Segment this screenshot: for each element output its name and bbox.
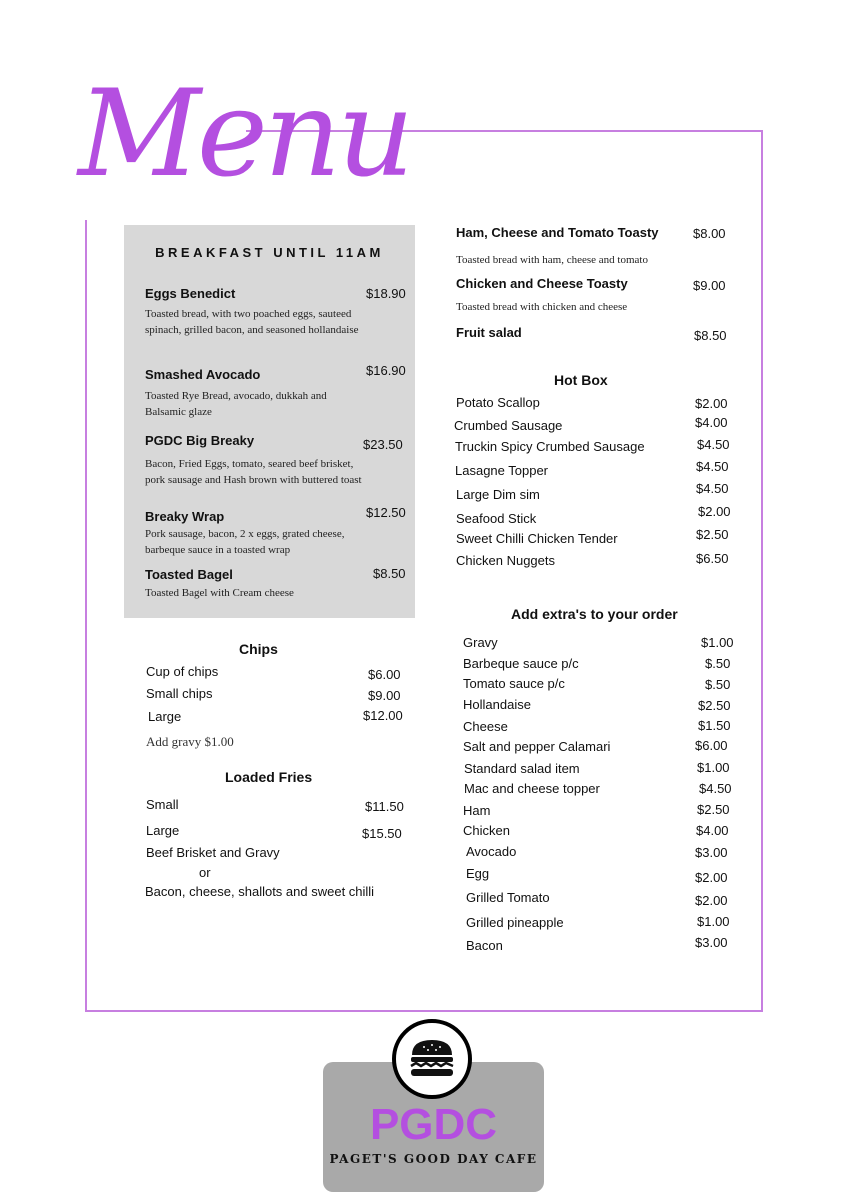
- extras-item-price: $2.00: [695, 893, 728, 908]
- menu-item-description: Toasted Rye Bread, avocado, dukkah and Balsamic glaze: [145, 390, 327, 418]
- extras-item-name: Salt and pepper Calamari: [463, 739, 611, 754]
- hot-box-item-price: $4.50: [696, 459, 729, 474]
- extras-item-name: Egg: [466, 866, 490, 881]
- extras-item-name: Ham: [463, 803, 491, 818]
- extras-title: Add extra's to your order: [511, 606, 678, 622]
- extras-item-price: $.50: [705, 677, 731, 692]
- extras-item-price: $1.00: [701, 635, 734, 650]
- extras-item-name: Gravy: [463, 635, 498, 650]
- chips-item-name: Small chips: [146, 686, 213, 701]
- chips-item-name: Cup of chips: [146, 664, 219, 679]
- extras-item-price: $1.00: [697, 760, 730, 775]
- hot-box-item-price: $4.00: [695, 415, 728, 430]
- extras-item-price: $3.00: [695, 845, 728, 860]
- extras-item-price: $6.00: [695, 738, 728, 753]
- extras-item-name: Standard salad item: [464, 761, 580, 776]
- hot-box-item-price: $2.00: [695, 396, 728, 411]
- extras-item-price: $2.00: [695, 870, 728, 885]
- menu-item-name: Ham, Cheese and Tomato Toasty: [456, 225, 659, 240]
- hot-box-item-price: $4.50: [696, 481, 729, 496]
- hot-box-item-price: $2.50: [696, 527, 729, 542]
- hot-box-item-price: $6.50: [696, 551, 729, 566]
- menu-item-name: PGDC Big Breaky: [145, 433, 255, 448]
- hot-box-item-name: Potato Scallop: [456, 395, 540, 410]
- menu-item-description: Toasted Bagel with Cream cheese: [145, 587, 294, 599]
- menu-item-price: $8.50: [373, 566, 406, 581]
- menu-title: Menu: [78, 65, 411, 204]
- menu-item-description: Toasted bread with chicken and cheese: [456, 301, 628, 313]
- menu-item-description: Bacon, Fried Eggs, tomato, seared beef brisket, pork sausage and Hash brown with buttered toast: [145, 458, 362, 486]
- extras-item-name: Tomato sauce p/c: [463, 676, 565, 691]
- loaded-fries-item-price: $11.50: [365, 799, 404, 814]
- menu-item-name: Smashed Avocado: [145, 367, 261, 382]
- hot-box-item-name: Chicken Nuggets: [456, 553, 555, 568]
- menu-item-price: $23.50: [363, 437, 403, 452]
- extras-item-name: Barbeque sauce p/c: [463, 656, 579, 671]
- extras-item-name: Grilled Tomato: [466, 890, 550, 905]
- menu-item-description: Toasted bread, with two poached eggs, sauteed spinach, grilled bacon, and seasoned hollandaise: [145, 308, 359, 336]
- extras-item-price: $1.50: [698, 718, 731, 733]
- extras-item-price: $4.50: [699, 781, 732, 796]
- extras-item-name: Bacon: [466, 938, 503, 953]
- hot-box-item-name: Seafood Stick: [456, 511, 537, 526]
- extras-item-price: $1.00: [697, 914, 730, 929]
- extras-item-price: $.50: [705, 656, 731, 671]
- menu-item-price: $16.90: [366, 363, 406, 378]
- menu-item-description: Toasted bread with ham, cheese and tomato: [456, 254, 648, 266]
- loaded-fries-option: Bacon, cheese, shallots and sweet chilli: [145, 884, 375, 899]
- extras-item-price: $2.50: [698, 698, 731, 713]
- extras-item-name: Avocado: [466, 844, 517, 859]
- menu-item-price: $9.00: [693, 278, 726, 293]
- menu-item-price: $8.50: [694, 328, 727, 343]
- menu-item-name: Eggs Benedict: [145, 286, 236, 301]
- chips-gravy-note: Add gravy $1.00: [146, 734, 234, 749]
- extras-item-name: Chicken: [463, 823, 510, 838]
- hot-box-item-price: $4.50: [697, 437, 730, 452]
- extras-item-name: Grilled pineapple: [466, 915, 564, 930]
- breakfast-panel: [124, 225, 415, 618]
- loaded-fries-title: Loaded Fries: [225, 769, 313, 785]
- menu-item-price: $18.90: [366, 286, 406, 301]
- extras-item-name: Hollandaise: [463, 697, 531, 712]
- menu-item-name: Chicken and Cheese Toasty: [456, 276, 628, 291]
- loaded-fries-item-name: Small: [146, 797, 179, 812]
- menu-item-description: Pork sausage, bacon, 2 x eggs, grated cheese, barbeque sauce in a toasted wrap: [145, 528, 345, 556]
- breakfast-title: BREAKFAST UNTIL 11AM: [155, 245, 384, 260]
- hot-box-item-name: Sweet Chilli Chicken Tender: [456, 531, 618, 546]
- hot-box-item-name: Crumbed Sausage: [454, 418, 563, 433]
- menu-item-price: $12.50: [366, 505, 406, 520]
- menu-item-name: Toasted Bagel: [145, 567, 233, 582]
- logo-text: PGDC: [369, 1100, 498, 1149]
- extras-item-price: $2.50: [697, 802, 730, 817]
- loaded-fries-option: Beef Brisket and Gravy: [146, 845, 280, 860]
- loaded-fries-item-price: $15.50: [362, 826, 402, 841]
- chips-item-price: $6.00: [368, 667, 401, 682]
- chips-item-price: $12.00: [363, 708, 403, 723]
- hot-box-title: Hot Box: [554, 372, 608, 388]
- burger-icon: [392, 1019, 472, 1099]
- extras-item-price: $3.00: [695, 935, 728, 950]
- extras-item-name: Mac and cheese topper: [464, 781, 600, 796]
- menu-item-name: Fruit salad: [456, 325, 522, 340]
- cafe-name: PAGET'S GOOD DAY CAFE: [329, 1152, 538, 1166]
- menu-item-price: $8.00: [693, 226, 726, 241]
- chips-item-price: $9.00: [368, 688, 401, 703]
- chips-item-name: Large: [148, 709, 182, 724]
- loaded-fries-item-name: Large: [146, 823, 180, 838]
- extras-item-name: Cheese: [463, 719, 508, 734]
- menu-item-name: Breaky Wrap: [145, 509, 225, 524]
- hot-box-item-name: Large Dim sim: [456, 487, 540, 502]
- hot-box-item-name: Lasagne Topper: [455, 463, 549, 478]
- chips-title: Chips: [239, 641, 278, 657]
- loaded-fries-or: or: [199, 865, 211, 880]
- hot-box-item-price: $2.00: [698, 504, 731, 519]
- hot-box-item-name: Truckin Spicy Crumbed Sausage: [455, 439, 645, 454]
- extras-item-price: $4.00: [696, 823, 729, 838]
